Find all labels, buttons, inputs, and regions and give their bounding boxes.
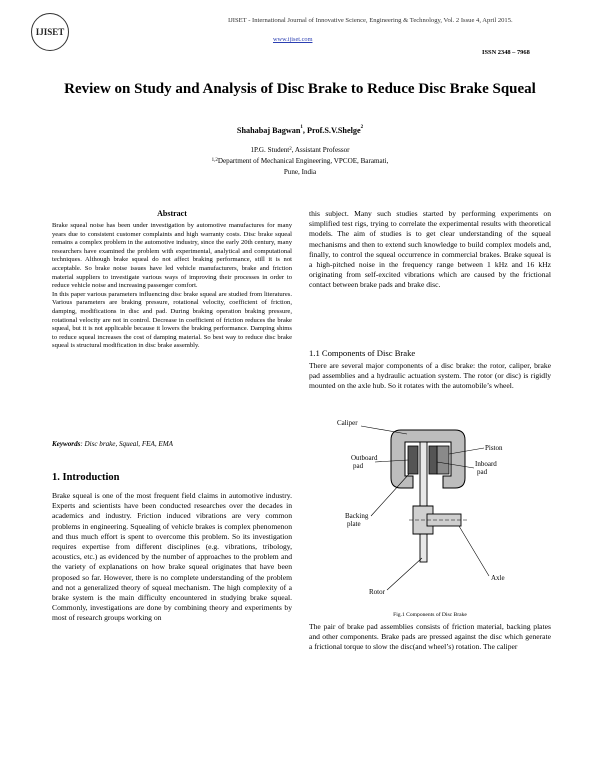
disc-brake-figure xyxy=(309,418,551,608)
author-line xyxy=(40,126,560,135)
role-professor: , Assistant Professor xyxy=(291,146,350,154)
label-outboard-pad: pad xyxy=(353,462,364,470)
journal-logo: IJISET xyxy=(31,13,69,51)
abstract-paragraph-1: Brake squeal noise has been under investigation by automotive manufactures for many years due to consistent customer complaints and high warranty costs. Disc brake squeal remains a complex problem in the automotive industry, since the early 20th century, many researchers have examined the problem with experimental, analytical and computational techniques. Although brake squeal do not affect braking performance, still it is not acceptable. So brake noise issues have led vehicle manufacturers, brake and friction material suppliers to investigate various ways of improving their processes in order to reduce vehicle noise and increasing passenger comfort. xyxy=(52,222,292,290)
piston-shape xyxy=(437,446,449,474)
role-sup-1: 1 xyxy=(250,146,254,154)
keywords-line xyxy=(52,440,292,448)
label-axle: Axle xyxy=(491,574,505,582)
dept-name: Department of Mechanical Engineering, VPCOE, Baramati, xyxy=(217,157,389,165)
inboard-pad-shape xyxy=(429,446,437,474)
caliper-shape xyxy=(391,430,465,488)
keywords-value: : Disc brake, Squeal, FEA, EMA xyxy=(80,440,173,448)
axle-leader xyxy=(459,526,489,576)
label-backing-plate: plate xyxy=(347,520,361,528)
author-1-sup: 1 xyxy=(300,125,303,130)
right-column-bottom-text: The pair of brake pad assemblies consists of friction material, backing plates and other components. Brake pads are pressed against the disc which generate a frictional torque to slow the disc(and wheel’s) rotation. The caliper xyxy=(309,622,551,652)
affiliation-roles xyxy=(40,146,560,156)
author-2-sup: 2 xyxy=(360,125,364,130)
role-student: P.G. Student xyxy=(254,146,290,154)
journal-header-line: IJISET - International Journal of Innovative Science, Engineering & Technology, Vol. 2 Issue 4, April 2015. xyxy=(228,17,513,24)
affiliation-department xyxy=(40,157,560,167)
section-1-1-text: There are several major components of a disc brake: the rotor, caliper, brake pad assemblies and a hydraulic actuation system. The rotor (or disc) is rigidly mounted on the axle hub. So it rotates with the automobile’s wheel. xyxy=(309,361,551,391)
figure-caption: Fig.1 Components of Disc Brake xyxy=(393,612,467,618)
label-outboard: Outboard xyxy=(351,454,378,462)
affiliation-city: Pune, India xyxy=(283,168,317,176)
dept-sup: 1,2 xyxy=(211,158,218,163)
rotor-leader xyxy=(387,558,422,590)
role-sup-2: 2 xyxy=(289,147,292,152)
right-column-text: this subject. Many such studies started by performing experiments on simplified test rigs, trying to correlate the experimental results with theoretical models. The aim of studies is to get clear understanding of the squeal mechanisms and then to extend such knowledge to build complex models and, finally, to control the squeal occurrence in commercial brakes. Brake squeal is a high-pitched noise in the frequency range between 1 kHz and 16 kHz originating from self-excited vibrations which are caused by the frictional contact between brake pads and brake disc. xyxy=(309,209,551,290)
introduction-text: Brake squeal is one of the most frequent field claims in automotive industry. Experts and scientists have been conducted researches over the decades in academics and industry. Friction induced vibrations are very common problems in engineering. Squealing of vehicle brakes is complex phenomenon and thus much effort is spent to overcome this problem. So its investigation requires expertise from different disciplines (e.g. vibrations, tribology, acoustics, etc.) as evidenced by the number of approaches to the problem and the variety of explanations on how brake squeal originates that have been proposed so far. However, there is no complete understanding of the problem and not a generalized theory of squeal mechanism. The high complexity of a brake system is the main difficulty encountered in studying brake squeal. Commonly, investigations are done by combining theory and experiments by most of research groups working on xyxy=(52,491,292,623)
journal-url-link[interactable]: www.ijiset.com xyxy=(273,36,313,43)
issn-label: ISSN 2348 – 7968 xyxy=(482,49,530,56)
label-rotor: Rotor xyxy=(369,588,385,596)
label-inboard: Inboard xyxy=(475,460,497,468)
outboard-pad-shape xyxy=(408,446,418,474)
label-inboard-pad: pad xyxy=(477,468,488,476)
keywords-label: Keywords xyxy=(52,440,81,448)
introduction-heading: 1. Introduction xyxy=(52,472,120,483)
author-separator: , xyxy=(302,126,307,135)
abstract-heading: Abstract xyxy=(157,209,187,218)
rotor-disc-shape xyxy=(420,442,427,562)
author-1: Shahabaj Bagwan xyxy=(236,126,301,135)
author-2: Prof.S.V.Shelge xyxy=(306,126,361,135)
section-1-1-heading: 1.1 Components of Disc Brake xyxy=(309,348,416,358)
label-caliper: Caliper xyxy=(337,419,358,427)
label-piston: Piston xyxy=(485,444,503,452)
label-backing: Backing xyxy=(345,512,369,520)
backing-leader xyxy=(371,474,409,516)
abstract-body xyxy=(52,222,292,351)
paper-title: Review on Study and Analysis of Disc Brake to Reduce Disc Brake Squeal xyxy=(64,81,536,97)
axle-shape xyxy=(427,514,461,526)
abstract-paragraph-2: In this paper various parameters influencing disc brake squeal are studied from literatures. Various parameters are braking pressure, rotational velocity, coefficient of friction, damping, modifications in disc and pad. During braking operation braking pressure, rotational velocity are not in control. Decrease in coefficient of friction reduces the brake squeal, but it is not applicable because it lowers the braking performance. Damping shims to reduce squeal increases the cost of damping material. So best way to reduce disc brake squeal is structural modification in disc brake assembly. xyxy=(52,290,292,350)
